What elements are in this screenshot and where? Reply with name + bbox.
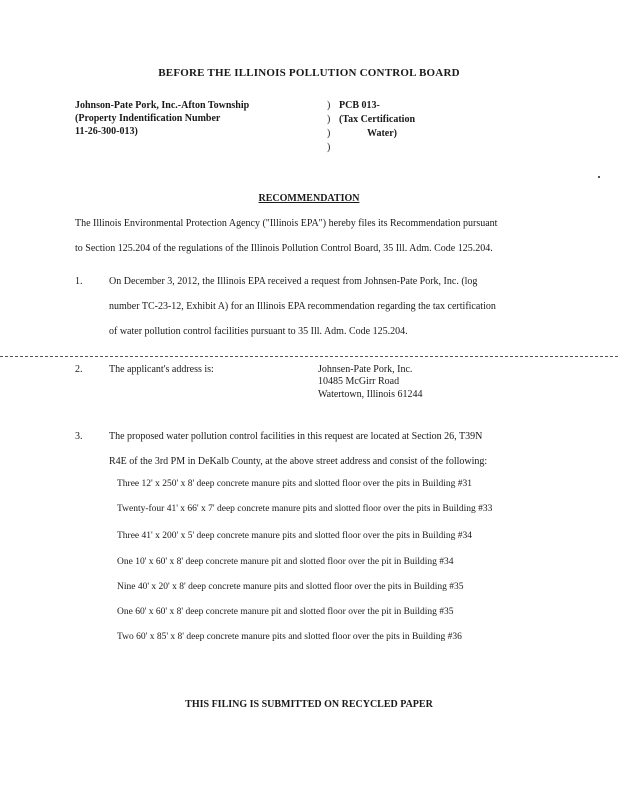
facility-item: Two 60' x 85' x 8' deep concrete manure pits and slotted floor over the pits in Building #36 xyxy=(117,632,462,642)
paragraph-number: 3. xyxy=(75,431,83,442)
caption-parens xyxy=(327,99,330,155)
document-title: BEFORE THE ILLINOIS POLLUTION CONTROL BOARD xyxy=(158,67,460,79)
intro-line: The Illinois Environmental Protection Agency ("Illinois EPA") hereby files its Recommendation pursuant xyxy=(75,218,498,229)
case-number: PCB 013- xyxy=(339,100,380,111)
applicant-street: 10485 McGirr Road xyxy=(318,376,400,387)
scan-speck xyxy=(598,176,600,178)
case-caption-right xyxy=(339,99,415,141)
applicant-name: Johnsen-Pate Pork, Inc. xyxy=(318,364,413,375)
facility-item: Three 12' x 250' x 8' deep concrete manure pits and slotted floor over the pits in Building #31 xyxy=(117,479,472,489)
paragraph-line: number TC-23-12, Exhibit A) for an Illinois EPA recommendation regarding the tax certification xyxy=(109,301,496,312)
facility-item: Three 41' x 200' x 5' deep concrete manure pits and slotted floor over the pits in Building #34 xyxy=(117,531,472,541)
paragraph-number: 1. xyxy=(75,276,83,287)
facility-item: Twenty-four 41' x 66' x 7' deep concrete manure pits and slotted floor over the pits in Building #33 xyxy=(117,504,493,514)
intro-line: to Section 125.204 of the regulations of the Illinois Pollution Control Board, 35 Ill. Adm. Code 125.204. xyxy=(75,243,493,254)
caption-paren: ) xyxy=(327,100,331,111)
case-caption-left xyxy=(75,99,249,138)
paragraph-number: 2. xyxy=(75,364,83,375)
paragraph-line: R4E of the 3rd PM in DeKalb County, at the above street address and consist of the following: xyxy=(109,456,488,467)
paragraph-line: On December 3, 2012, the Illinois EPA received a request from Johnsen-Pate Pork, Inc. (log xyxy=(109,276,478,287)
scan-artifact-line xyxy=(0,356,618,357)
caption-paren: ) xyxy=(327,114,331,125)
caption-party: Johnson-Pate Pork, Inc.-Afton Township xyxy=(75,100,250,111)
paragraph-line: of water pollution control facilities pursuant to 35 Ill. Adm. Code 125.204. xyxy=(109,326,408,337)
paragraph-line: The proposed water pollution control facilities in this request are located at Section 26, T39N xyxy=(109,431,483,442)
section-heading: RECOMMENDATION xyxy=(258,193,360,204)
case-subtype: Water) xyxy=(367,128,397,139)
case-type: (Tax Certification xyxy=(339,114,416,125)
facility-item: Nine 40' x 20' x 8' deep concrete manure pits and slotted floor over the pits in Building #35 xyxy=(117,582,464,592)
caption-paren: ) xyxy=(327,142,331,153)
facility-item: One 10' x 60' x 8' deep concrete manure pit and slotted floor over the pit in Building #34 xyxy=(117,557,454,567)
footer-notice: THIS FILING IS SUBMITTED ON RECYCLED PAPER xyxy=(185,699,433,710)
caption-paren: ) xyxy=(327,128,331,139)
paragraph-line: The applicant's address is: xyxy=(109,364,214,375)
facility-item: One 60' x 60' x 8' deep concrete manure pit and slotted floor over the pit in Building #35 xyxy=(117,607,454,617)
caption-property-label: (Property Indentification Number xyxy=(75,113,221,124)
caption-property-number: 11-26-300-013) xyxy=(75,126,138,137)
applicant-city: Watertown, Illinois 61244 xyxy=(318,389,423,400)
